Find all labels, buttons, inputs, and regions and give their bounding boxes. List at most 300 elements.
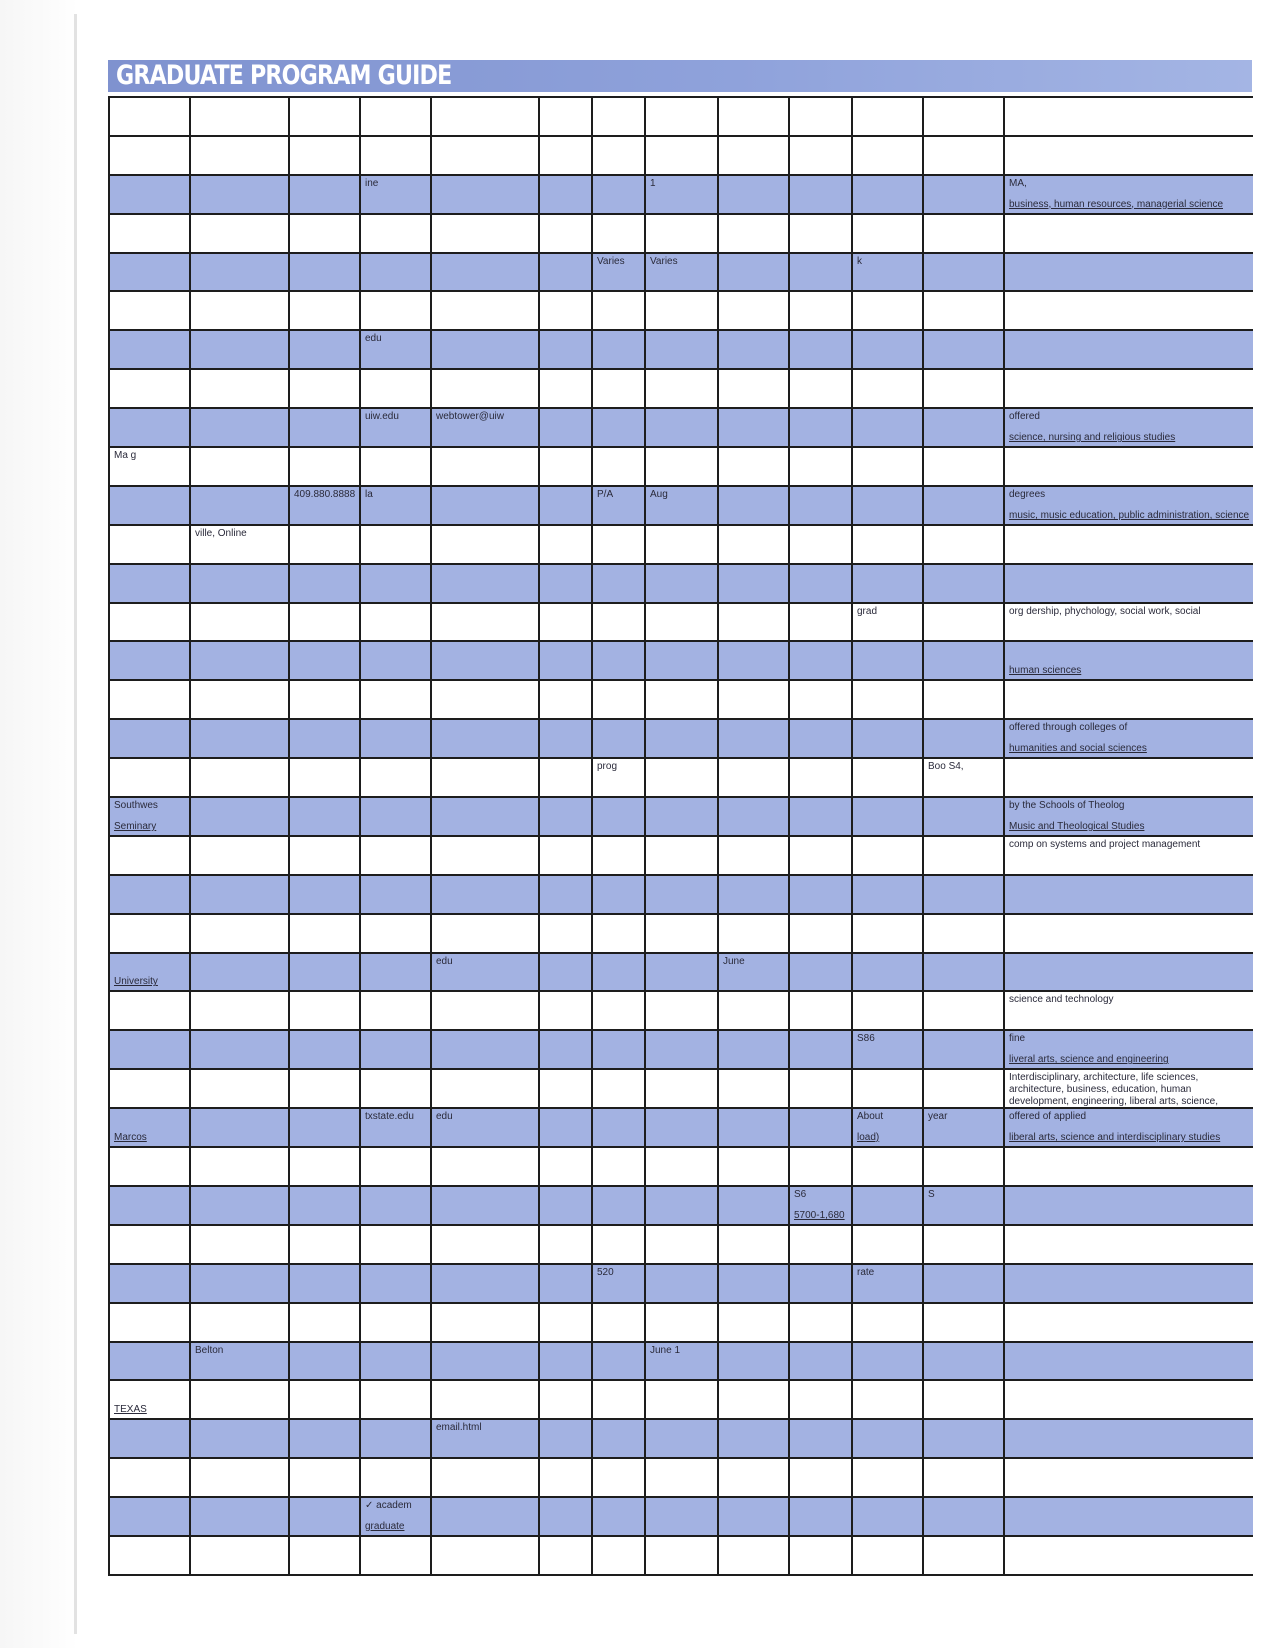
table-row: [109, 136, 1253, 175]
cell-text: email.html: [436, 1422, 482, 1434]
table-cell: [592, 1419, 645, 1458]
table-cell: [789, 564, 852, 603]
cell-text: webtower@uiw: [436, 411, 504, 423]
table-cell: [645, 564, 718, 603]
table-cell: [852, 1536, 923, 1575]
table-cell: [109, 408, 190, 447]
table-cell: [852, 408, 923, 447]
table-cell: [718, 1303, 789, 1342]
table-cell: [592, 214, 645, 253]
cell-note: humanities and social sciences: [1009, 743, 1147, 755]
cell-text: Belton: [195, 1344, 224, 1356]
table-cell: [539, 953, 592, 992]
table-cell: [431, 175, 539, 214]
table-cell: [718, 136, 789, 175]
cell-note: University: [114, 976, 158, 988]
table-cell: [539, 1536, 592, 1575]
table-cell: [852, 641, 923, 680]
table-cell: [592, 486, 645, 525]
table-cell: [923, 641, 1004, 680]
table-cell: [852, 1342, 923, 1381]
cell-text: k: [857, 255, 862, 267]
table-cell: [718, 564, 789, 603]
table-cell: [592, 1458, 645, 1497]
table-cell: [789, 1419, 852, 1458]
table-cell: [592, 136, 645, 175]
table-cell: [852, 991, 923, 1030]
table-cell: [645, 914, 718, 953]
cell-text: science and technology: [1009, 994, 1114, 1006]
table-cell: [645, 797, 718, 836]
binding-edge: [74, 14, 77, 1634]
cell-text: Boo S4,: [928, 761, 964, 773]
table-cell: [592, 953, 645, 992]
table-cell: [431, 836, 539, 875]
table-cell: [789, 603, 852, 642]
table-cell: [923, 1342, 1004, 1381]
table-cell: [360, 1536, 431, 1575]
cell-text: offered of applied: [1009, 1111, 1087, 1123]
table-cell: [923, 1030, 1004, 1069]
table-cell: [539, 253, 592, 292]
table-cell: [645, 1458, 718, 1497]
table-cell: [109, 447, 190, 486]
table-cell: [1004, 1342, 1253, 1381]
table-row: [109, 953, 1253, 992]
table-cell: [539, 797, 592, 836]
table-row: [109, 758, 1253, 797]
table-cell: [1004, 758, 1253, 797]
table-cell: [539, 836, 592, 875]
table-cell: [718, 1147, 789, 1186]
table-cell: [539, 1108, 592, 1147]
table-cell: [645, 369, 718, 408]
table-cell: [539, 1225, 592, 1264]
table-cell: [1004, 1030, 1253, 1069]
table-cell: [190, 1419, 289, 1458]
table-cell: [539, 369, 592, 408]
table-cell: [360, 136, 431, 175]
table-cell: [539, 97, 592, 136]
table-cell: [645, 214, 718, 253]
table-cell: [539, 1030, 592, 1069]
table-row: [109, 486, 1253, 525]
table-cell: [789, 1108, 852, 1147]
table-cell: [852, 1380, 923, 1419]
table-cell: [289, 291, 360, 330]
table-cell: [1004, 1186, 1253, 1225]
table-cell: [289, 680, 360, 719]
table-cell: [539, 291, 592, 330]
table-cell: [539, 680, 592, 719]
table-cell: [431, 1458, 539, 1497]
table-cell: [1004, 291, 1253, 330]
table-cell: [431, 1303, 539, 1342]
table-cell: [852, 369, 923, 408]
table-cell: [431, 1147, 539, 1186]
table-cell: [109, 564, 190, 603]
table-cell: [789, 1536, 852, 1575]
table-row: [109, 875, 1253, 914]
table-row: [109, 1147, 1253, 1186]
table-cell: [789, 1264, 852, 1303]
table-cell: [190, 408, 289, 447]
table-cell: [109, 1380, 190, 1419]
table-cell: [852, 1069, 923, 1108]
table-cell: [109, 719, 190, 758]
table-cell: [718, 836, 789, 875]
table-cell: [592, 330, 645, 369]
table-cell: [289, 1458, 360, 1497]
table-cell: [718, 369, 789, 408]
table-cell: [852, 330, 923, 369]
cell-text: fine: [1009, 1033, 1026, 1045]
table-cell: [923, 1458, 1004, 1497]
table-cell: [539, 175, 592, 214]
table-cell: [1004, 1108, 1253, 1147]
table-cell: [289, 1108, 360, 1147]
table-cell: [431, 991, 539, 1030]
table-cell: [1004, 680, 1253, 719]
table-cell: [592, 1108, 645, 1147]
table-cell: [1004, 641, 1253, 680]
cell-text: edu: [365, 333, 382, 345]
table-cell: [645, 1225, 718, 1264]
cell-text: comp on systems and project management: [1009, 838, 1201, 850]
table-cell: [109, 175, 190, 214]
table-cell: [718, 680, 789, 719]
cell-text: S6: [794, 1188, 807, 1200]
table-cell: [109, 641, 190, 680]
table-cell: [539, 330, 592, 369]
cell-text: ville, Online: [195, 527, 247, 539]
table-cell: [289, 914, 360, 953]
table-cell: [1004, 175, 1253, 214]
table-cell: [431, 1030, 539, 1069]
table-cell: [190, 486, 289, 525]
table-cell: [431, 369, 539, 408]
table-cell: [360, 369, 431, 408]
table-cell: [645, 1536, 718, 1575]
table-cell: [109, 914, 190, 953]
table-cell: [431, 719, 539, 758]
table-cell: [431, 1264, 539, 1303]
table-cell: [645, 1030, 718, 1069]
cell-text: offered: [1009, 411, 1040, 423]
table-cell: [592, 369, 645, 408]
table-cell: [592, 641, 645, 680]
table-row: [109, 1536, 1253, 1575]
table-cell: [718, 1342, 789, 1381]
table-cell: [718, 408, 789, 447]
table-cell: [190, 369, 289, 408]
table-cell: [109, 291, 190, 330]
table-cell: [645, 758, 718, 797]
table-cell: [109, 1303, 190, 1342]
table-cell: [109, 1342, 190, 1381]
table-cell: [539, 1264, 592, 1303]
table-cell: [109, 214, 190, 253]
table-cell: [923, 1186, 1004, 1225]
table-cell: [923, 1264, 1004, 1303]
table-cell: [109, 875, 190, 914]
table-cell: [718, 953, 789, 992]
table-cell: [789, 97, 852, 136]
table-cell: [789, 408, 852, 447]
table-cell: [360, 1225, 431, 1264]
table-cell: [190, 603, 289, 642]
table-cell: [431, 875, 539, 914]
table-cell: [289, 1264, 360, 1303]
table-row: [109, 525, 1253, 564]
table-cell: [360, 836, 431, 875]
table-cell: [289, 330, 360, 369]
table-cell: [190, 1030, 289, 1069]
table-cell: [592, 1303, 645, 1342]
table-cell: [109, 97, 190, 136]
table-cell: [539, 525, 592, 564]
table-cell: [289, 991, 360, 1030]
table-cell: [592, 175, 645, 214]
table-cell: [190, 291, 289, 330]
table-cell: [1004, 719, 1253, 758]
table-cell: [592, 1186, 645, 1225]
table-cell: [289, 758, 360, 797]
table-cell: [789, 953, 852, 992]
table-cell: [1004, 953, 1253, 992]
cell-note: graduate: [365, 1520, 405, 1532]
table-cell: [289, 1342, 360, 1381]
table-row: [109, 641, 1253, 680]
table-cell: [360, 1186, 431, 1225]
table-cell: [109, 758, 190, 797]
table-cell: [289, 447, 360, 486]
table-cell: [190, 719, 289, 758]
table-cell: [645, 603, 718, 642]
table-cell: [592, 1147, 645, 1186]
table-cell: [852, 797, 923, 836]
table-cell: [539, 1186, 592, 1225]
table-cell: [592, 603, 645, 642]
table-cell: [360, 991, 431, 1030]
table-cell: [360, 525, 431, 564]
table-cell: [923, 953, 1004, 992]
table-cell: [789, 447, 852, 486]
table-cell: [789, 680, 852, 719]
table-cell: [852, 680, 923, 719]
cell-text: edu: [436, 955, 453, 967]
table-cell: [190, 1225, 289, 1264]
table-cell: [1004, 330, 1253, 369]
table-cell: [431, 97, 539, 136]
table-cell: [190, 1303, 289, 1342]
table-cell: [645, 1108, 718, 1147]
table-cell: [718, 486, 789, 525]
table-cell: [289, 1069, 360, 1108]
table-cell: [852, 1497, 923, 1536]
table-cell: [852, 758, 923, 797]
table-cell: [360, 914, 431, 953]
table-cell: [190, 1342, 289, 1381]
table-cell: [431, 953, 539, 992]
table-row: [109, 253, 1253, 292]
table-cell: [431, 603, 539, 642]
table-cell: [109, 603, 190, 642]
table-row: [109, 1186, 1253, 1225]
table-cell: [789, 1497, 852, 1536]
table-cell: [360, 330, 431, 369]
table-cell: [360, 408, 431, 447]
table-cell: [190, 1108, 289, 1147]
table-cell: [190, 1069, 289, 1108]
table-row: [109, 1264, 1253, 1303]
table-cell: [645, 1497, 718, 1536]
table-cell: [289, 175, 360, 214]
table-row: [109, 719, 1253, 758]
table-cell: [923, 408, 1004, 447]
table-row: [109, 1497, 1253, 1536]
table-cell: [360, 641, 431, 680]
table-row: [109, 1108, 1253, 1147]
table-cell: [789, 291, 852, 330]
table-cell: [852, 719, 923, 758]
table-cell: [289, 369, 360, 408]
table-cell: [923, 369, 1004, 408]
table-cell: [289, 875, 360, 914]
table-cell: [923, 564, 1004, 603]
table-cell: [789, 253, 852, 292]
table-cell: [789, 875, 852, 914]
table-cell: [789, 486, 852, 525]
table-cell: [1004, 1264, 1253, 1303]
table-cell: [592, 253, 645, 292]
table-cell: [592, 1069, 645, 1108]
table-cell: [289, 1380, 360, 1419]
table-cell: [789, 369, 852, 408]
table-cell: [923, 253, 1004, 292]
cell-text: year: [928, 1111, 948, 1123]
table-cell: [1004, 797, 1253, 836]
table-cell: [190, 1380, 289, 1419]
table-cell: [289, 836, 360, 875]
table-cell: [190, 836, 289, 875]
table-cell: [539, 1342, 592, 1381]
table-cell: [592, 1536, 645, 1575]
table-cell: [431, 1497, 539, 1536]
cell-text: S: [928, 1188, 935, 1200]
cell-text: MA,: [1009, 177, 1027, 189]
table-cell: [431, 641, 539, 680]
table-cell: [592, 680, 645, 719]
cell-note: human sciences: [1009, 665, 1082, 677]
table-cell: [190, 253, 289, 292]
table-row: [109, 330, 1253, 369]
table-cell: [718, 330, 789, 369]
table-cell: [645, 447, 718, 486]
table-cell: [190, 991, 289, 1030]
table-cell: [592, 291, 645, 330]
table-cell: [789, 1303, 852, 1342]
table-cell: [852, 564, 923, 603]
table-cell: [852, 1458, 923, 1497]
table-row: [109, 836, 1253, 875]
cell-note: Seminary: [114, 820, 157, 832]
table-row: [109, 1225, 1253, 1264]
table-cell: [1004, 1069, 1253, 1108]
table-cell: [592, 1225, 645, 1264]
table-cell: [923, 680, 1004, 719]
table-cell: [718, 1497, 789, 1536]
table-cell: [190, 875, 289, 914]
table-cell: [109, 991, 190, 1030]
table-cell: [109, 1030, 190, 1069]
table-cell: [190, 641, 289, 680]
table-cell: [1004, 408, 1253, 447]
table-row: [109, 214, 1253, 253]
table-cell: [431, 1536, 539, 1575]
cell-text: prog: [597, 761, 618, 773]
table-cell: [539, 1303, 592, 1342]
table-cell: [852, 1030, 923, 1069]
table-cell: [109, 1264, 190, 1303]
table-cell: [190, 447, 289, 486]
table-cell: [592, 1342, 645, 1381]
table-cell: [289, 97, 360, 136]
table-cell: [645, 330, 718, 369]
table-cell: [539, 603, 592, 642]
table-cell: [109, 680, 190, 719]
table-cell: [190, 214, 289, 253]
table-row: [109, 564, 1253, 603]
table-cell: [360, 291, 431, 330]
table-cell: [109, 797, 190, 836]
table-cell: [109, 525, 190, 564]
table-cell: [852, 486, 923, 525]
table-row: [109, 447, 1253, 486]
table-cell: [190, 797, 289, 836]
table-cell: [923, 1069, 1004, 1108]
cell-text: 1: [650, 177, 656, 189]
table-cell: [109, 1536, 190, 1575]
table-cell: [190, 1536, 289, 1575]
table-cell: [789, 1458, 852, 1497]
table-cell: [431, 330, 539, 369]
cell-note: liveral arts, science and engineering: [1009, 1054, 1169, 1066]
table-cell: [1004, 525, 1253, 564]
table-cell: [431, 291, 539, 330]
cell-text: Interdisciplinary, architecture, life sciences, architecture, business, education, human development, engineering, liberal arts, science,: [1009, 1072, 1219, 1108]
table-cell: [645, 291, 718, 330]
cell-note: Music and Theological Studies: [1009, 820, 1145, 832]
table-cell: [1004, 1536, 1253, 1575]
table-cell: [289, 719, 360, 758]
table-cell: [360, 797, 431, 836]
table-cell: [539, 914, 592, 953]
table-cell: [289, 486, 360, 525]
table-cell: [539, 719, 592, 758]
table-cell: [852, 914, 923, 953]
table-cell: [923, 836, 1004, 875]
table-cell: [852, 1264, 923, 1303]
table-cell: [645, 136, 718, 175]
cell-note: liberal arts, science and interdisciplinary studies: [1009, 1132, 1221, 1144]
table-cell: [923, 991, 1004, 1030]
table-cell: [718, 1186, 789, 1225]
table-cell: [190, 564, 289, 603]
table-cell: [539, 564, 592, 603]
table-cell: [592, 1264, 645, 1303]
table-cell: [539, 214, 592, 253]
